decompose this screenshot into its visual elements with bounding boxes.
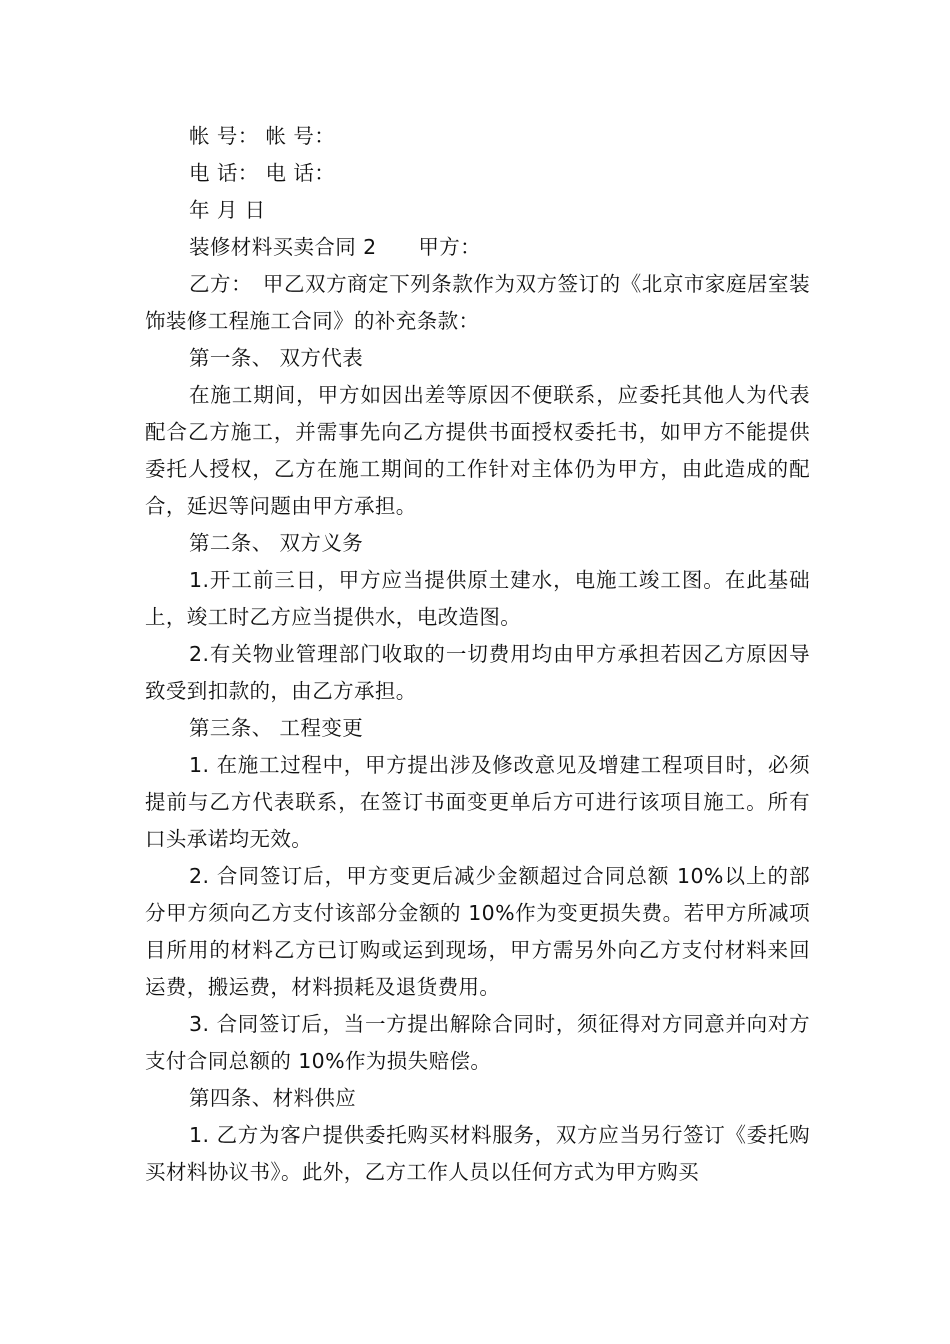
paragraph-article-2-item-1: 1.开工前三日，甲方应当提供原土建水，电施工竣工图。在此基础上，竣工时乙方应当提供水，电改造图。: [145, 568, 810, 629]
paragraph-article-2-item-2: 2.有关物业管理部门收取的一切费用均由甲方承担若因乙方原因导致受到扣款的，由乙方承担。: [145, 642, 810, 703]
section-heading-article-3: 第三条、 工程变更: [189, 716, 364, 740]
paragraph-article-3-item-2: 2. 合同签订后，甲方变更后减少金额超过合同总额 10%以上的部分甲方须向乙方支付该部分金额的 10%作为变更损失费。若甲方所减项目所用的材料乙方已订购或运到现场，甲方需另外向乙方支付材料来回运费，搬运费，材料损耗及退货费用。: [145, 864, 810, 999]
section-heading-article-2: 第二条、 双方义务: [189, 531, 364, 555]
paragraph-article-4-item-1: 1. 乙方为客户提供委托购买材料服务，双方应当另行签订《委托购买材料协议书》。此外，乙方工作人员以任何方式为甲方购买: [145, 1123, 810, 1184]
paragraph-article-3-item-3: 3. 合同签订后，当一方提出解除合同时，须征得对方同意并向对方支付合同总额的 10%作为损失赔偿。: [145, 1012, 810, 1073]
document-body: [145, 118, 810, 1191]
paragraph-date: 年 月 日: [189, 198, 266, 222]
paragraph-account: 帐 号： 帐 号：: [189, 124, 336, 148]
paragraph-contract-title: 装修材料买卖合同 2 甲方：: [189, 235, 482, 259]
section-heading-article-1: 第一条、 双方代表: [189, 346, 364, 370]
paragraph-article-1-body: 在施工期间，甲方如因出差等原因不便联系，应委托其他人为代表配合乙方施工，并需事先向乙方提供书面授权委托书，如甲方不能提供委托人授权，乙方在施工期间的工作针对主体仍为甲方，由此造成的配合，延迟等问题由甲方承担。: [145, 383, 810, 518]
paragraph-article-3-item-1: 1. 在施工过程中，甲方提出涉及修改意见及增建工程项目时，必须提前与乙方代表联系，在签订书面变更单后方可进行该项目施工。所有口头承诺均无效。: [145, 753, 810, 851]
section-heading-article-4: 第四条、材料供应: [189, 1086, 357, 1110]
paragraph-party-b-intro: 乙方： 甲乙双方商定下列条款作为双方签订的《北京市家庭居室装饰装修工程施工合同》的补充条款：: [145, 272, 810, 333]
paragraph-phone: 电 话： 电 话：: [189, 161, 336, 185]
